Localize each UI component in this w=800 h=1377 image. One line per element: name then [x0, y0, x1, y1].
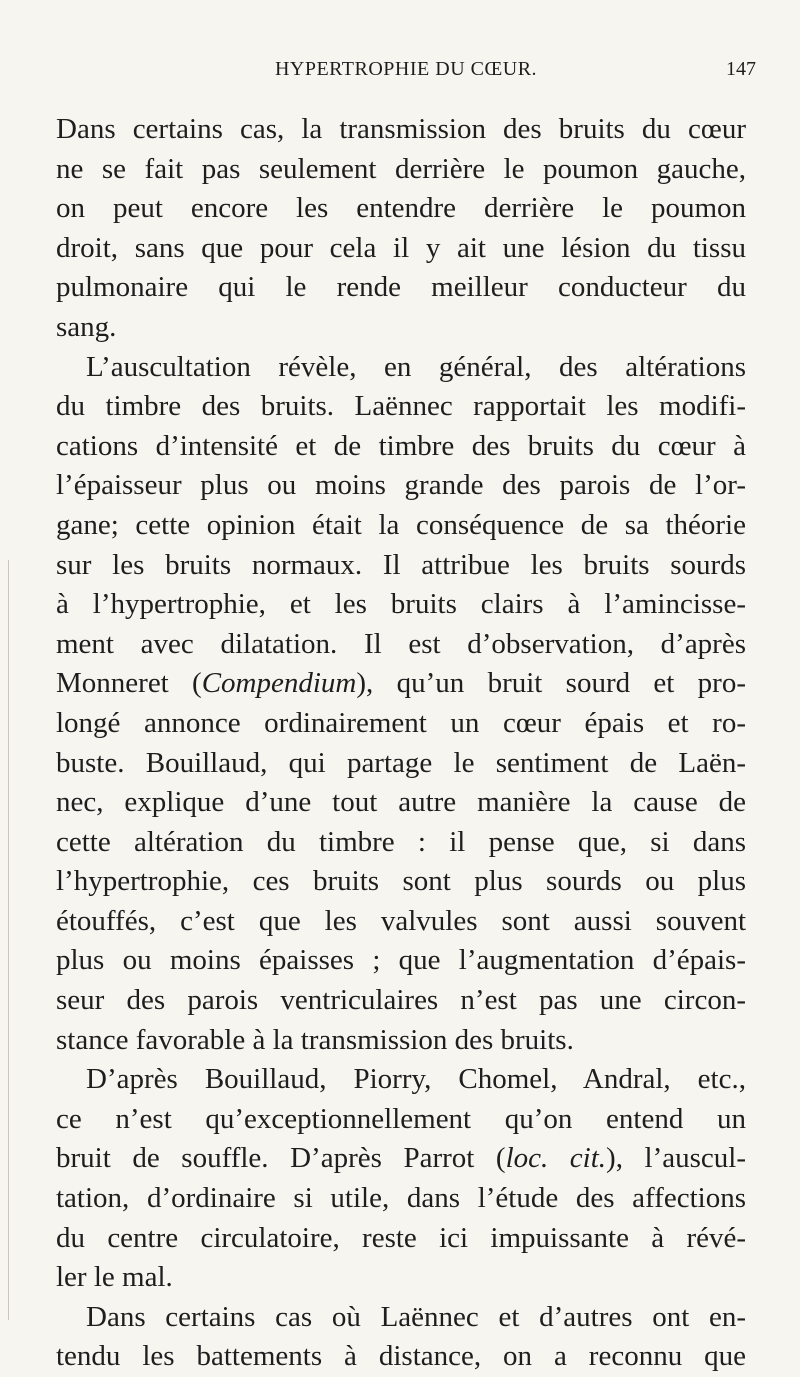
text-line: L’auscultation révèle, en général, des altérations — [86, 350, 746, 383]
text-line: plus ou moins épaisses ; que l’augmentation d’épais- — [56, 944, 746, 977]
text-line: D’après Bouillaud, Piorry, Chomel, Andral, etc., — [86, 1063, 746, 1096]
text-line: cations d’intensité et de timbre des bruits du cœur à — [56, 429, 746, 462]
text-line: étouffés, c’est que les valvules sont aussi souvent — [56, 904, 746, 937]
text-line: pulmonaire qui le rende meilleur conducteur du — [56, 271, 746, 304]
text-line: on peut encore les entendre derrière le poumon — [56, 192, 746, 225]
running-title: HYPERTROPHIE DU CŒUR. — [274, 58, 538, 80]
text-line: ler le mal. — [56, 1261, 173, 1294]
text-line: tendu les battements à distance, on a reconnu que — [56, 1340, 746, 1373]
text-line: droit, sans que pour cela il y ait une lésion du tissu — [56, 231, 746, 264]
text-line: seur des parois ventriculaires n’est pas une circon- — [56, 984, 746, 1017]
italic-text: Compendium — [201, 667, 357, 700]
page-number: 147 — [726, 58, 756, 80]
text-line: du centre circulatoire, reste ici impuissante à révé- — [56, 1221, 746, 1254]
text-line: gane; cette opinion était la conséquence de sa théorie — [56, 508, 746, 541]
text-line: Monneret (Compendium), qu’un bruit sourd et pro- — [56, 667, 746, 700]
text-line: bruit de souffle. D’après Parrot (loc. cit.), l’auscul- — [56, 1142, 746, 1175]
text-line: Dans certains cas, la transmission des bruits du cœur — [56, 113, 746, 145]
text-line: nec, explique d’une tout autre manière la cause de — [56, 786, 746, 819]
margin-shadow-line — [8, 560, 9, 1320]
text-line: l’épaisseur plus ou moins grande des parois de l’or- — [56, 469, 746, 502]
text-line: sang. — [56, 310, 117, 343]
running-head — [56, 58, 756, 88]
text-line: cette altération du timbre : il pense que, si dans — [56, 825, 746, 858]
text-line: Dans certains cas où Laënnec et d’autres ont en- — [86, 1300, 746, 1333]
text-line: buste. Bouillaud, qui partage le sentiment de Laën- — [56, 746, 746, 779]
text-line: ment avec dilatation. Il est d’observation, d’après — [56, 627, 746, 660]
text-line: sur les bruits normaux. Il attribue les bruits sourds — [56, 548, 746, 581]
body-text — [56, 110, 746, 1377]
text-line: longé annonce ordinairement un cœur épais et ro- — [56, 706, 746, 739]
text-line: ne se fait pas seulement derrière le poumon gauche, — [56, 152, 746, 185]
text-line: stance favorable à la transmission des bruits. — [56, 1023, 574, 1056]
text-line: du timbre des bruits. Laënnec rapportait les modifi- — [56, 390, 746, 423]
text-line: tation, d’ordinaire si utile, dans l’étude des affections — [56, 1182, 746, 1215]
text-line: ce n’est qu’exceptionnellement qu’on entend un — [56, 1102, 746, 1135]
italic-text: loc. cit. — [505, 1142, 607, 1175]
text-line: à l’hypertrophie, et les bruits clairs à l’amincisse- — [56, 588, 746, 621]
text-line: l’hypertrophie, ces bruits sont plus sourds ou plus — [56, 865, 746, 898]
